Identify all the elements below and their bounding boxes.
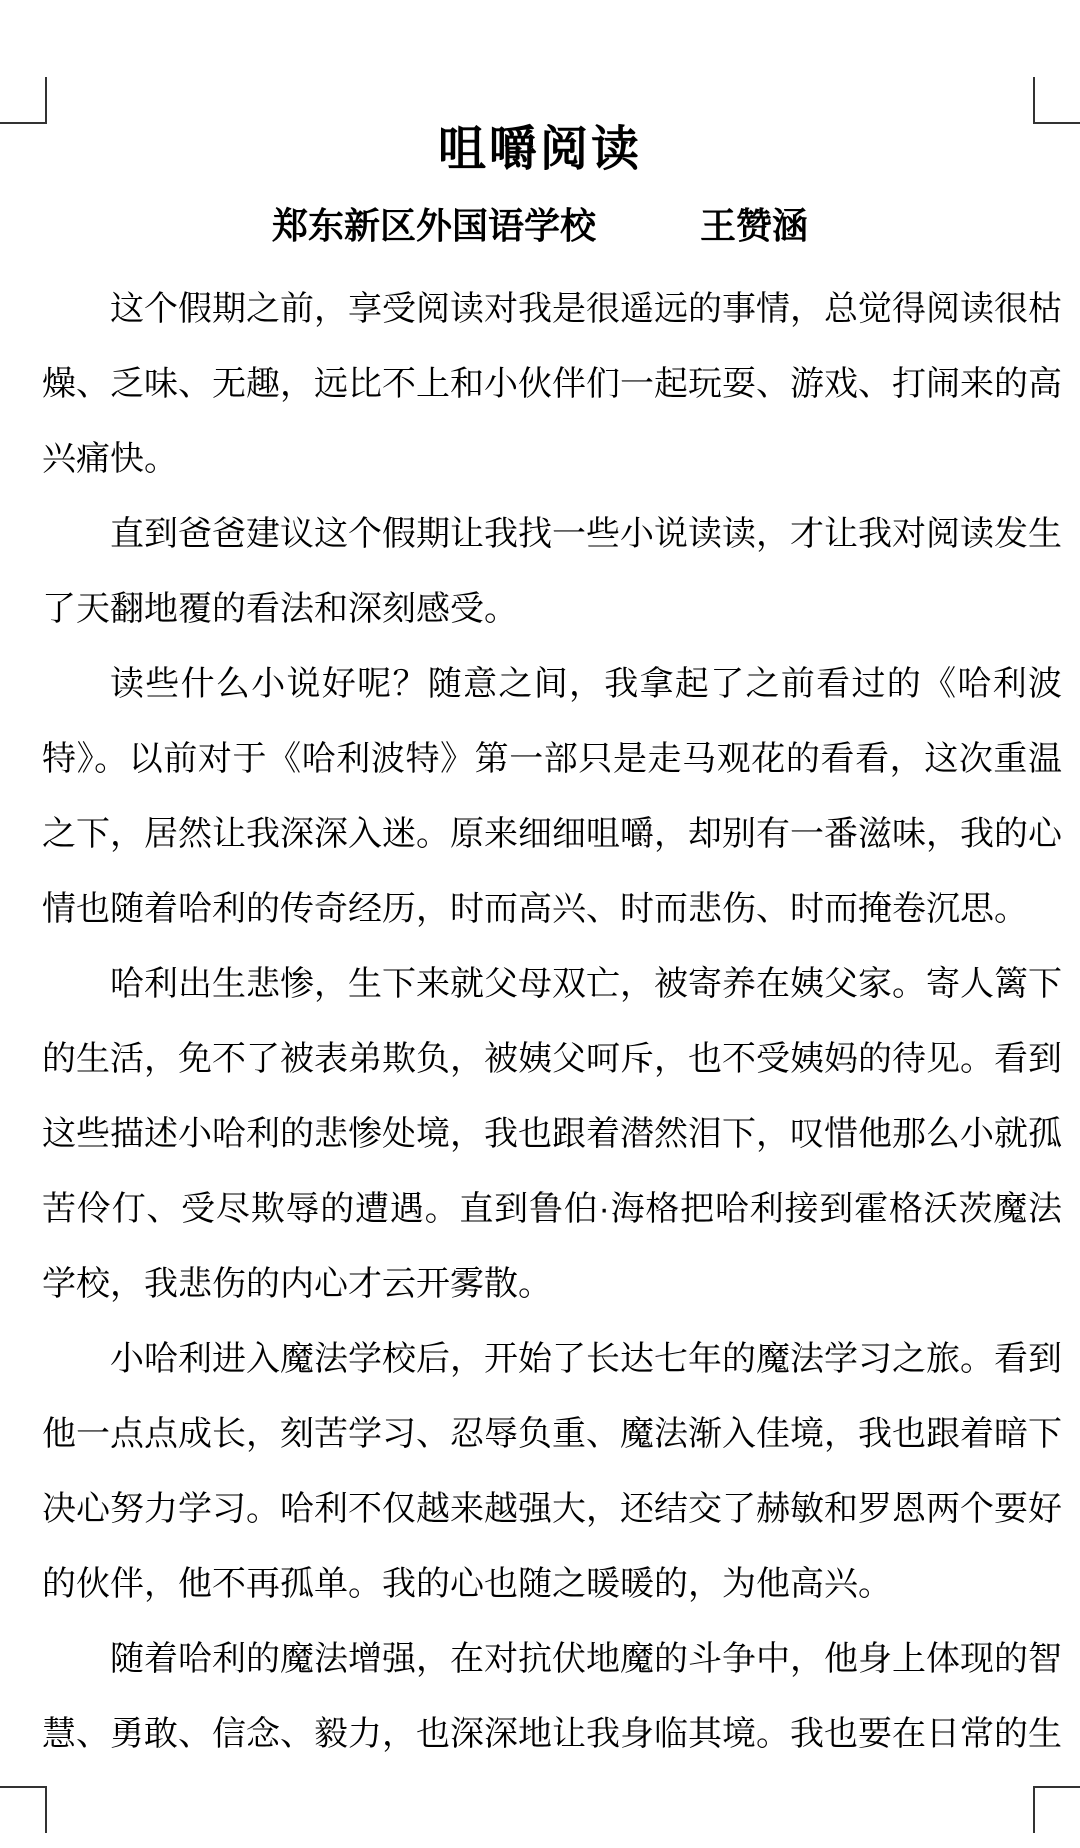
- crop-mark-top-left: [0, 77, 47, 124]
- school-name: 郑东新区外国语学校: [271, 205, 596, 246]
- author-name: 王赞涵: [700, 205, 809, 246]
- crop-mark-bottom-right: [1033, 1786, 1080, 1833]
- essay-paragraph: 随着哈利的魔法增强，在对抗伏地魔的斗争中，他身上体现的智慧、勇敢、信念、毅力，也深深地让我身临其境。我也要在日常的生: [42, 1640, 1062, 1753]
- essay-body: [42, 272, 1062, 1772]
- essay-paragraph: 读些什么小说好呢？随意之间，我拿起了之前看过的《哈利波特》。以前对于《哈利波特》第一部只是走马观花的看看，这次重温之下，居然让我深深入迷。原来细细咀嚼，却别有一番滋味，我的心情也随着哈利的传奇经历，时而高兴、时而悲伤、时而掩卷沉思。: [42, 665, 1062, 928]
- crop-mark-bottom-left: [0, 1786, 47, 1833]
- essay-title: 咀嚼阅读: [437, 123, 642, 176]
- essay-paragraph: 直到爸爸建议这个假期让我找一些小说读读，才让我对阅读发生了天翻地覆的看法和深刻感受。: [42, 515, 1062, 628]
- crop-mark-top-right: [1033, 77, 1080, 124]
- essay-paragraph: 小哈利进入魔法学校后，开始了长达七年的魔法学习之旅。看到他一点点成长，刻苦学习、忍辱负重、魔法渐入佳境，我也跟着暗下决心努力学习。哈利不仅越来越强大，还结交了赫敏和罗恩两个要好的伙伴，他不再孤单。我的心也随之暖暖的，为他高兴。: [42, 1340, 1062, 1603]
- essay-paragraph: 哈利出生悲惨，生下来就父母双亡，被寄养在姨父家。寄人篱下的生活，免不了被表弟欺负，被姨父呵斥，也不受姨妈的待见。看到这些描述小哈利的悲惨处境，我也跟着潜然泪下，叹惜他那么小就孤苦伶仃、受尽欺辱的遭遇。直到鲁伯·海格把哈利接到霍格沃茨魔法学校，我悲伤的内心才云开雾散。: [42, 965, 1062, 1303]
- byline: [0, 204, 1080, 248]
- essay-paragraph: 这个假期之前，享受阅读对我是很遥远的事情，总觉得阅读很枯燥、乏味、无趣，远比不上和小伙伴们一起玩耍、游戏、打闹来的高兴痛快。: [42, 290, 1062, 478]
